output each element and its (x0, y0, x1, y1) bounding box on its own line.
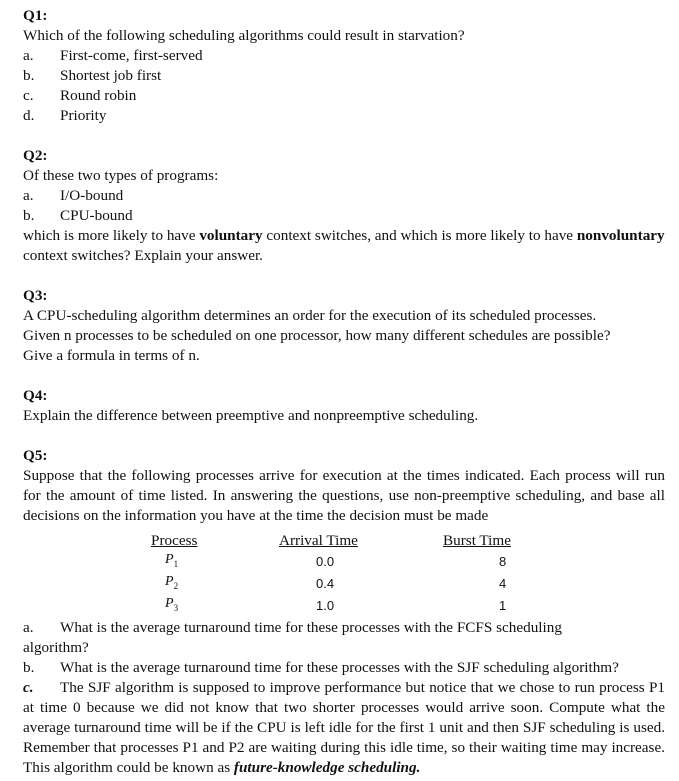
burst-time: 4 (499, 576, 507, 592)
header-arrival-time: Arrival Time (279, 532, 358, 549)
question-title: Q1: (23, 7, 48, 24)
subquestion-b (23, 658, 665, 678)
subquestion-letter: c. (23, 679, 34, 697)
table-header-row (151, 530, 511, 551)
option-letter: a. (23, 187, 34, 204)
question-title: Q3: (23, 287, 48, 304)
header-burst-time: Burst Time (443, 532, 511, 549)
question-title: Q4: (23, 387, 48, 404)
question-text-line: A CPU-scheduling algorithm determines an order for the execution of its scheduled processes. (23, 307, 597, 324)
header-process: Process (151, 532, 198, 549)
table-row (151, 595, 511, 617)
emphasis-future-knowledge: future-knowledge scheduling. (233, 759, 421, 777)
question-5 (23, 446, 665, 778)
followup-text: context switches? Explain your answer. (23, 247, 263, 264)
question-4 (23, 386, 665, 426)
table-row (151, 551, 511, 573)
option-b (23, 206, 665, 226)
option-text: Shortest job first (60, 67, 162, 84)
table-row (151, 573, 511, 595)
process-letter: P (165, 573, 174, 589)
process-subscript: 1 (173, 558, 179, 569)
question-title: Q5: (23, 447, 48, 464)
bold-voluntary: voluntary (199, 227, 263, 244)
process-name (151, 551, 279, 573)
question-followup (23, 226, 665, 266)
process-letter: P (165, 552, 174, 567)
process-subscript: 2 (173, 580, 179, 591)
option-letter: b. (23, 67, 35, 84)
arrival-time: 0.4 (316, 576, 335, 592)
option-text: CPU-bound (60, 207, 133, 224)
subquestion-letter: a. (23, 619, 34, 637)
option-a (23, 186, 665, 206)
arrival-time: 0.0 (316, 554, 335, 570)
option-letter: b. (23, 207, 35, 224)
question-text: Which of the following scheduling algorithms could result in starvation? (23, 27, 465, 44)
subquestion-text: What is the average turnaround time for these processes with the FCFS scheduling (60, 619, 562, 637)
subquestion-c (23, 678, 665, 778)
option-text: First-come, first-served (60, 47, 203, 64)
question-text: Explain the difference between preemptive and nonpreemptive scheduling. (23, 407, 479, 424)
option-letter: c. (23, 87, 34, 104)
subquestion-text: The SJF algorithm is supposed to improve performance but notice that we chose to run process P1 at time 0 because we did not know that two shorter processes would arrive soon. Compute what the average turnaround time will be if the CPU is left idle for the first 1 unit and then SJF scheduling is used. Remember that processes P1 and P2 are waiting during this idle time, so their waiting time may increase. This algorithm could be known as (23, 679, 665, 777)
arrival-time: 1.0 (316, 597, 335, 613)
option-text: I/O-bound (60, 187, 124, 204)
burst-time: 1 (499, 597, 507, 613)
bold-nonvoluntary: nonvoluntary (576, 227, 665, 244)
subquestion-a (23, 618, 665, 638)
question-intro: Suppose that the following processes arrive for execution at the times indicated. Each process will run for the amount of time listed. In answering the questions, use non-preemptive scheduling, and base all decisions on the information you have at the time the decision must be made (23, 467, 665, 524)
option-d (23, 106, 665, 126)
process-subscript: 3 (173, 602, 179, 613)
question-3 (23, 286, 665, 366)
question-text-line: Given n processes to be scheduled on one processor, how many different schedules are possible? (23, 327, 611, 344)
option-b (23, 66, 665, 86)
question-text: Of these two types of programs: (23, 167, 219, 184)
followup-text: context switches, and which is more likely to have (262, 227, 577, 244)
burst-time: 8 (499, 554, 507, 570)
option-a (23, 46, 665, 66)
option-c (23, 86, 665, 106)
question-text-line: Give a formula in terms of n. (23, 347, 200, 364)
option-text: Round robin (60, 87, 137, 104)
process-letter: P (165, 595, 174, 611)
option-letter: d. (23, 107, 35, 124)
question-title: Q2: (23, 147, 48, 164)
question-1 (23, 6, 665, 126)
followup-text: which is more likely to have (23, 227, 200, 244)
process-table (151, 530, 511, 616)
subquestion-letter: b. (23, 659, 35, 677)
subquestion-text: What is the average turnaround time for these processes with the SJF scheduling algorithm? (60, 659, 619, 677)
option-text: Priority (60, 107, 107, 124)
process-name (151, 573, 279, 595)
subquestion-a-continued: algorithm? (23, 639, 89, 657)
process-name (151, 595, 279, 617)
question-2 (23, 146, 665, 266)
option-letter: a. (23, 47, 34, 64)
